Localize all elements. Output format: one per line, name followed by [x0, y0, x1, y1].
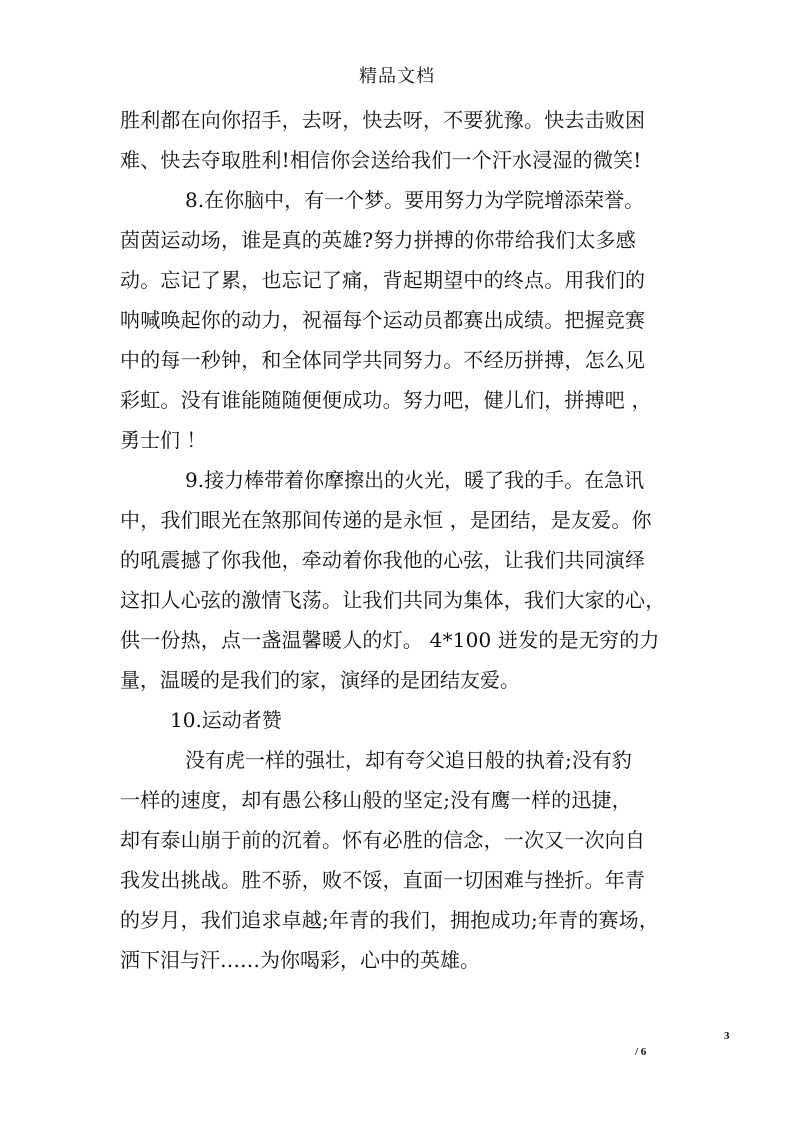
text-line: 8.在你脑中，有一个梦。要用努力为学院增添荣誉。 — [185, 188, 645, 212]
text-line: 动。忘记了累，也忘记了痛，背起期望中的终点。用我们的 — [120, 268, 646, 292]
text-line: 中的每一秒钟，和全体同学共同努力。不经历拼搏，怎么见 — [120, 348, 646, 372]
text-line: 的岁月，我们追求卓越;年青的我们，拥抱成功;年青的赛场， — [120, 908, 660, 932]
text-line: 茵茵运动场，谁是真的英雄?努力拼搏的你带给我们太多感 — [120, 228, 636, 252]
text-line: 一样的速度，却有愚公移山般的坚定;没有鹰一样的迅捷， — [120, 788, 632, 812]
text-line: 我发出挑战。胜不骄，败不馁，直面一切困难与挫折。年青 — [120, 868, 646, 892]
page-number: 3 — [724, 1030, 730, 1042]
text-line: 这扣人心弦的激情飞荡。让我们共同为集体，我们大家的心， — [120, 588, 666, 612]
text-line: 的吼震撼了你我他，牵动着你我他的心弦，让我们共同演绎 — [120, 548, 646, 572]
text-line: 勇士们 ！ — [120, 428, 207, 452]
page-total: / 6 — [635, 1046, 647, 1058]
text-line: 供一份热，点一盏温馨暖人的灯。 4*100 迸发的是无穷的力 — [120, 628, 660, 652]
text-line: 9.接力棒带着你摩擦出的火光，暖了我的手。在急讯 — [185, 468, 645, 492]
text-line: 却有泰山崩于前的沉着。怀有必胜的信念，一次又一次向自 — [120, 828, 646, 852]
text-line: 呐喊唤起你的动力，祝福每个运动员都赛出成绩。把握竞赛 — [120, 308, 646, 332]
document-header-title: 精品文档 — [359, 66, 435, 87]
text-line: 量，温暖的是我们的家，演绎的是团结友爱。 — [120, 668, 520, 692]
text-line: 难、快去夺取胜利!相信你会送给我们一个汗水浸湿的微笑! — [120, 148, 642, 172]
text-line: 洒下泪与汗……为你喝彩，心中的英雄。 — [120, 948, 480, 972]
text-line: 没有虎一样的强壮，却有夸父追日般的执着;没有豹 — [185, 748, 632, 772]
text-line: 胜利都在向你招手，去呀，快去呀，不要犹豫。快去击败困 — [120, 108, 646, 132]
text-line: 中，我们眼光在煞那间传递的是永恒 ，是团结，是友爱。你 — [120, 508, 652, 532]
text-line: 彩虹。没有谁能随随便便成功。努力吧，健儿们，拼搏吧 ， — [120, 388, 652, 412]
text-line: 10.运动者赞 — [170, 708, 282, 732]
